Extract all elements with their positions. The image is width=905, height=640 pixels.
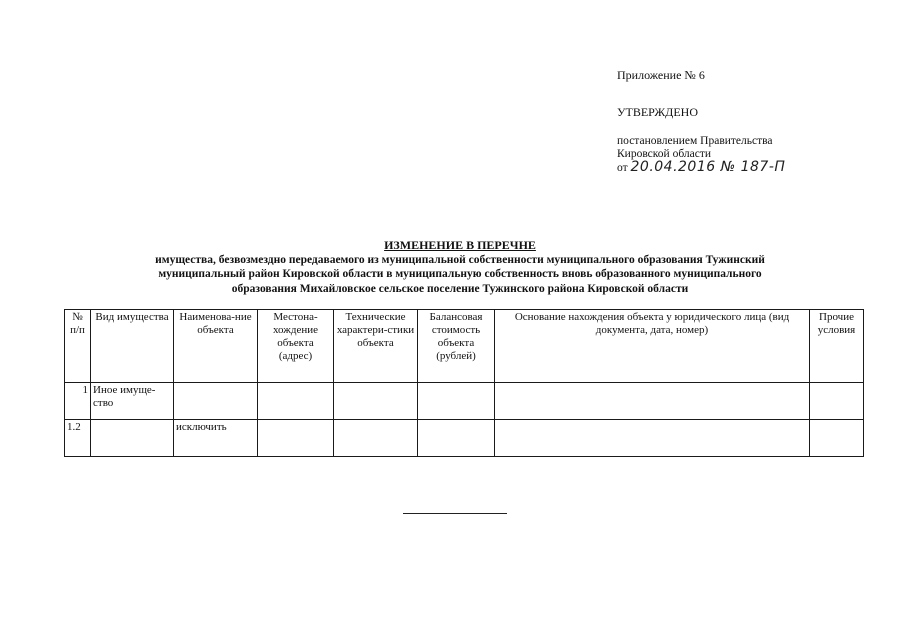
header-object-name: Наименова-ние объекта	[174, 310, 258, 383]
cell-location	[258, 383, 334, 420]
cell-other-conditions	[810, 383, 864, 420]
appendix-label: Приложение № 6	[617, 68, 705, 82]
decree-date-line	[617, 161, 877, 175]
table-header-row	[65, 310, 864, 383]
cell-other-conditions	[810, 420, 864, 457]
header-location: Местона-хождение объекта (адрес)	[258, 310, 334, 383]
table-row	[65, 420, 864, 457]
cell-book-value	[418, 383, 495, 420]
cell-property-type	[91, 420, 174, 457]
decree-line-2: Кировской области	[617, 148, 712, 160]
cell-object-name: исключить	[174, 420, 258, 457]
cell-ownership-basis	[495, 383, 810, 420]
decree-handwritten-date-number: 20.04.2016 № 187-П	[630, 159, 786, 175]
cell-property-type: Иное имуще-ство	[91, 383, 174, 420]
header-property-type: Вид имущества	[91, 310, 174, 383]
decree-line-1: постановлением Правительства	[617, 135, 773, 147]
title-line-2: муниципальный район Кировской области в муниципальную собственность вновь образованного муниципального	[158, 268, 762, 280]
title-line-3: образования Михайловское сельское поселение Тужинского района Кировской области	[231, 282, 689, 295]
decree-prefix: от	[617, 162, 628, 174]
decree-reference	[617, 135, 877, 175]
cell-number: 1.2	[65, 420, 91, 457]
header-number: № п/п	[65, 310, 91, 383]
header-book-value: Балансовая стоимость объекта (рублей)	[418, 310, 495, 383]
property-table	[64, 309, 864, 457]
cell-book-value	[418, 420, 495, 457]
approved-stamp-text: УТВЕРЖДЕНО	[617, 105, 699, 119]
header-ownership-basis: Основание нахождения объекта у юридического лица (вид документа, дата, номер)	[495, 310, 810, 383]
header-other-conditions: Прочие условия	[810, 310, 864, 383]
header-technical-specs: Технические характери-стики объекта	[334, 310, 418, 383]
cell-object-name	[174, 383, 258, 420]
cell-ownership-basis	[495, 420, 810, 457]
document-title	[90, 238, 830, 296]
closing-divider	[403, 513, 507, 514]
cell-number: 1	[65, 383, 91, 420]
cell-technical-specs	[334, 383, 418, 420]
cell-technical-specs	[334, 420, 418, 457]
title-line-1: имущества, безвозмездно передаваемого из муниципальной собственности муниципального образования Тужинский	[155, 253, 765, 266]
table-row	[65, 383, 864, 420]
cell-location	[258, 420, 334, 457]
title-heading: ИЗМЕНЕНИЕ В ПЕРЕЧНЕ	[384, 238, 536, 252]
